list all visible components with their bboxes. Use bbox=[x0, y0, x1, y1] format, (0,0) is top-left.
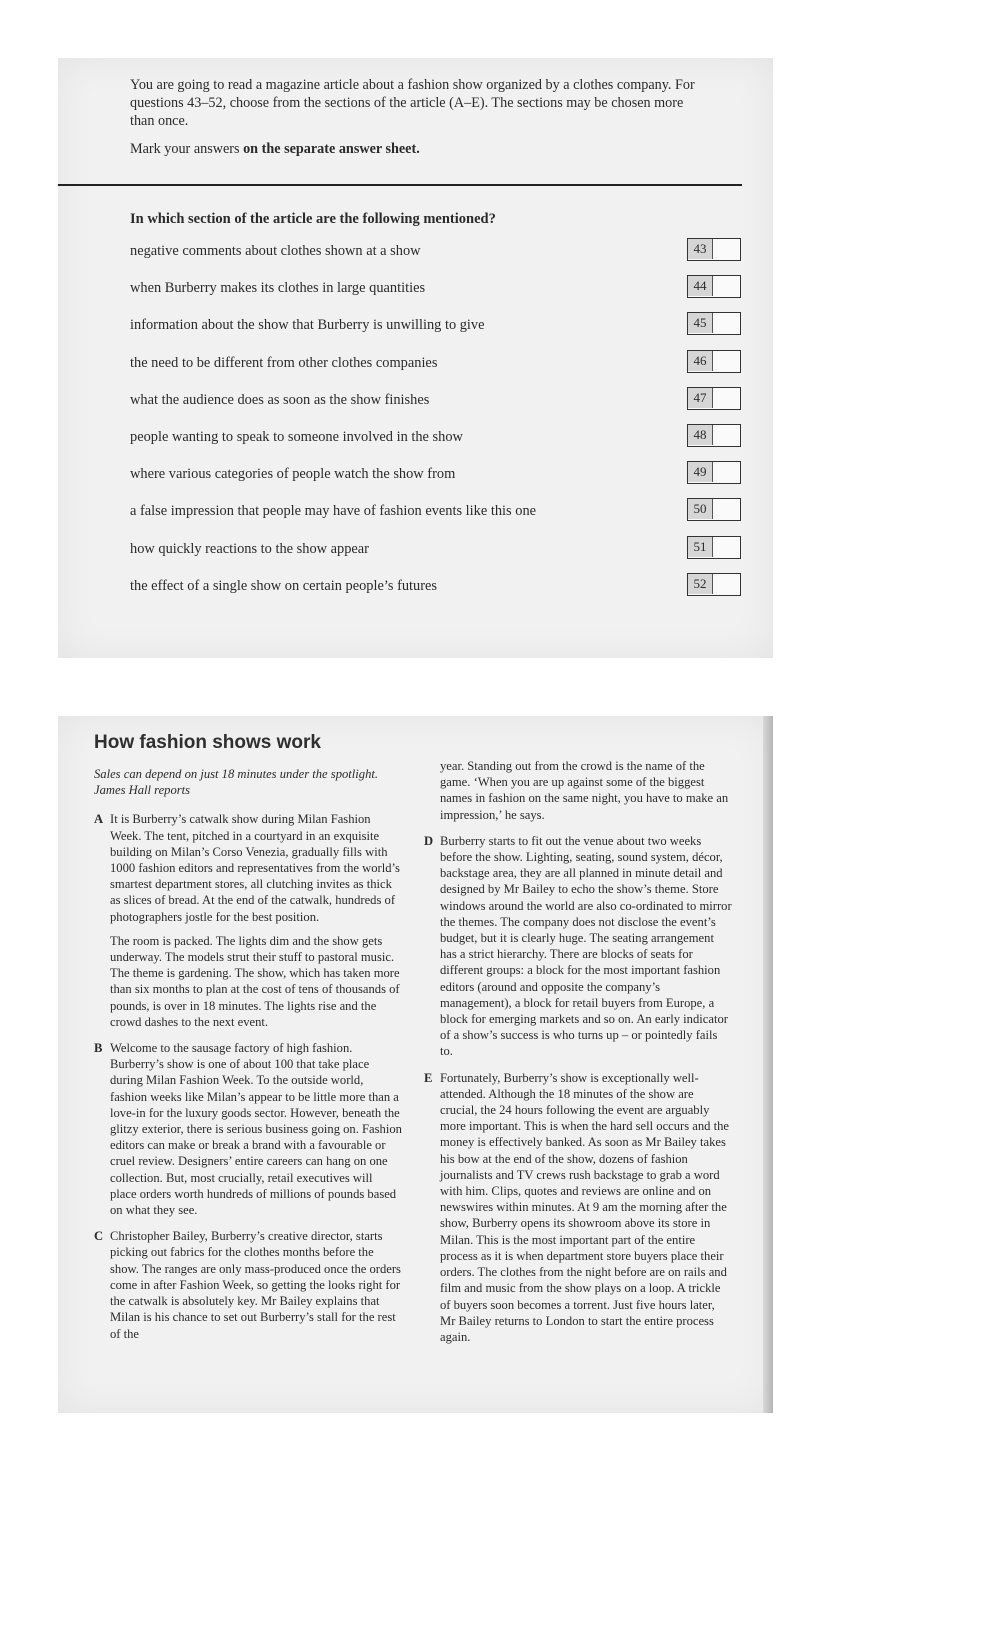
questions-page bbox=[58, 58, 773, 658]
answer-box-45[interactable] bbox=[687, 312, 741, 335]
question-number: 43 bbox=[688, 239, 713, 259]
instructions-paragraph-2 bbox=[130, 140, 710, 158]
question-row-50 bbox=[130, 493, 740, 530]
answer-box-50[interactable] bbox=[687, 498, 741, 521]
question-number: 52 bbox=[688, 574, 713, 594]
answer-box-47[interactable] bbox=[687, 387, 741, 410]
question-row-44 bbox=[130, 270, 740, 307]
questions-heading: In which section of the article are the following mentioned? bbox=[130, 211, 496, 227]
article-page bbox=[58, 716, 773, 1413]
question-text: the effect of a single show on certain people’s futures bbox=[130, 577, 438, 594]
question-text: when Burberry makes its clothes in large quantities bbox=[130, 280, 426, 297]
article-section-a bbox=[94, 811, 402, 1030]
answer-box-48[interactable] bbox=[687, 424, 741, 447]
section-c-continuation: year. Standing out from the crowd is the name of the game. ‘When you are up against some of the biggest names in fashion on the same night, you have to make an impression,’ he says. bbox=[440, 759, 729, 822]
question-number: 46 bbox=[688, 351, 713, 371]
question-text: a false impression that people may have of fashion events like this one bbox=[130, 503, 537, 520]
section-letter: E bbox=[424, 1070, 433, 1085]
question-row-49 bbox=[130, 456, 740, 493]
answer-box-46[interactable] bbox=[687, 350, 741, 373]
section-paragraph: Christopher Bailey, Burberry’s creative director, starts picking out fabrics for the clothes months before the show. The ranges are only mass-produced once the orders come in after Fashion Week, so getting the looks right for the catwalk is absolutely key. Mr Bailey explains that Milan is his chance to set out Burberry’s stall for the rest of the bbox=[110, 1229, 401, 1341]
question-row-46 bbox=[130, 345, 740, 382]
question-row-52 bbox=[130, 568, 740, 605]
article-subtitle: Sales can depend on just 18 minutes under the spotlight. James Hall reports bbox=[94, 767, 379, 798]
question-row-43 bbox=[130, 233, 740, 270]
answer-box-44[interactable] bbox=[687, 275, 741, 298]
question-row-45 bbox=[130, 307, 740, 344]
article-section-d bbox=[424, 833, 732, 1060]
question-text: information about the show that Burberry is unwilling to give bbox=[130, 317, 485, 334]
task-instructions bbox=[130, 76, 710, 168]
section-letter: B bbox=[94, 1041, 103, 1056]
answer-box-43[interactable] bbox=[687, 238, 741, 261]
answer-box-52[interactable] bbox=[687, 573, 741, 596]
instructions-paragraph-1: You are going to read a magazine article about a fashion show organized by a clothes company. For questions 43–52, choose from the sections of the article (A–E). The sections may be chosen more than once. bbox=[130, 77, 695, 129]
section-paragraph: Welcome to the sausage factory of high fashion. Burberry’s show is one of about 100 that take place during Milan Fashion Week. To the outside world, fashion weeks like Milan’s appear to be little more than a love-in for the luxury goods sector. However, beneath the glitzy exterior, there is serious business going on. Fashion editors can make or break a brand with a favourable or cruel review. Designers’ entire careers can hang on one collection. But, most crucially, retail executives will place orders worth hundreds of millions of pounds based on what they see. bbox=[110, 1041, 402, 1218]
question-number: 45 bbox=[688, 313, 713, 333]
question-row-47 bbox=[130, 382, 740, 419]
question-text: the need to be different from other clothes companies bbox=[130, 354, 438, 371]
section-letter: D bbox=[424, 833, 434, 848]
question-text: negative comments about clothes shown at a show bbox=[130, 243, 421, 260]
page-binding-edge bbox=[763, 716, 773, 1413]
answer-box-51[interactable] bbox=[687, 536, 741, 559]
question-number: 48 bbox=[688, 425, 713, 445]
article-column-left bbox=[94, 766, 402, 1352]
section-letter: C bbox=[94, 1229, 104, 1244]
section-paragraph: Burberry starts to fit out the venue about two weeks before the show. Lighting, seating, sound system, décor, backstage area, they are all planned in minute detail and designed by Mr Bailey to echo the show’s theme. Store windows around the world are also co-ordinated to mirror the themes. The company does not disclose the event’s budget, but it is clearly huge. The seating arrangement has a strict hierarchy. There are blocks of seats for different groups: a block for the most important fashion editors (around and opposite the company’s management), a block for retail buyers from Europe, a block for emerging markets and so on. An early indicator of a show’s success is who turns up – or pointedly fails to. bbox=[440, 833, 732, 1059]
question-row-48 bbox=[130, 419, 740, 456]
question-number: 49 bbox=[688, 462, 713, 482]
instructions-prefix: Mark your answers bbox=[130, 141, 244, 157]
article-title: How fashion shows work bbox=[94, 732, 321, 753]
question-number: 47 bbox=[688, 388, 713, 408]
question-text: how quickly reactions to the show appear bbox=[130, 540, 369, 557]
section-paragraph: It is Burberry’s catwalk show during Milan Fashion Week. The tent, pitched in a courtyard in an exquisite building on Milan’s Corso Venezia, gradually fills with 1000 fashion editors and representatives from the world’s smartest department stores, all clutching invites as thick as slices of bread. At the end of the catwalk, hundreds of photographers jostle for the best position. bbox=[110, 812, 400, 924]
question-text: where various categories of people watch the show from bbox=[130, 466, 456, 483]
question-row-51 bbox=[130, 531, 740, 568]
questions-list bbox=[130, 233, 740, 605]
question-text: people wanting to speak to someone involved in the show bbox=[130, 429, 463, 446]
article-section-c bbox=[94, 1228, 402, 1341]
article-column-right bbox=[424, 758, 732, 1355]
article-section-b bbox=[94, 1040, 402, 1218]
answer-box-49[interactable] bbox=[687, 461, 741, 484]
question-number: 50 bbox=[688, 499, 713, 519]
question-number: 51 bbox=[688, 537, 713, 557]
question-number: 44 bbox=[688, 276, 713, 296]
section-letter: A bbox=[94, 812, 104, 827]
article-section-e bbox=[424, 1070, 732, 1345]
instructions-bold: on the separate answer sheet. bbox=[243, 141, 420, 157]
divider-rule bbox=[58, 184, 742, 186]
section-paragraph: The room is packed. The lights dim and the show gets underway. The models strut their stuff to pastoral music. The theme is gardening. The show, which has taken more than six months to plan at the cost of tens of thousands of pounds, is over in 18 minutes. The lights rise and the crowd dashes to the next event. bbox=[110, 933, 400, 1029]
question-text: what the audience does as soon as the show finishes bbox=[130, 391, 430, 408]
section-paragraph: Fortunately, Burberry’s show is exceptionally well-attended. Although the 18 minutes of the show are crucial, the 24 hours following the event are arguably more important. This is when the hard sell occurs and the money is effectively banked. As soon as Mr Bailey takes his bow at the end of the show, dozens of fashion journalists and TV crews rush backstage to grab a word with him. Clips, quotes and reviews are online and on newswires within minutes. At 9 am the morning after the show, Burberry opens its showroom above its store in Milan. This is the most important part of the entire process as it is when department store buyers place their orders. The clothes from the night before are on rails and film and music from the show plays on a loop. A trickle of buyers soon becomes a torrent. Just five hours later, Mr Bailey returns to London to start the entire process again. bbox=[440, 1070, 730, 1344]
